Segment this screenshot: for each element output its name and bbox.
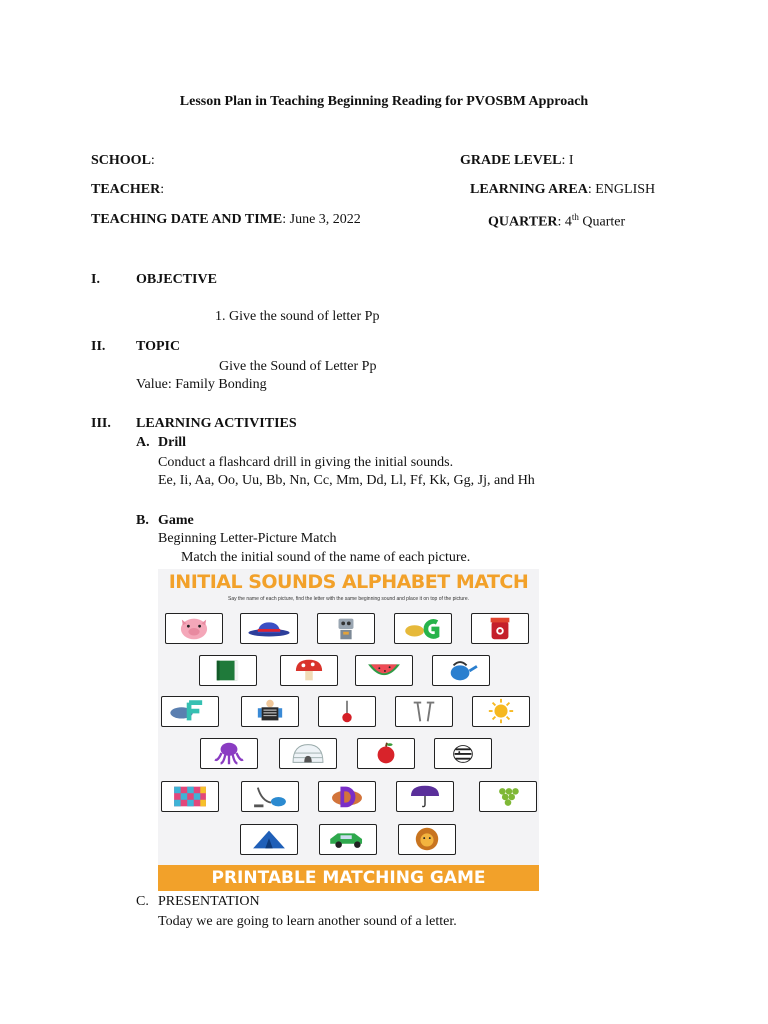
grade-value: : I — [561, 153, 574, 168]
umbrella-icon — [397, 782, 453, 811]
apple-icon — [358, 739, 414, 768]
quilt-icon — [162, 782, 218, 811]
letter-d-piece-icon — [319, 782, 375, 811]
quarter-suffix: th — [571, 212, 579, 222]
game-marker: B. — [136, 513, 149, 528]
mushroom-card — [280, 655, 338, 686]
area-value: : ENGLISH — [587, 182, 656, 197]
mushroom-icon — [281, 656, 337, 685]
presentation-line: Today we are going to learn another sound of a letter. — [158, 914, 457, 929]
date-field — [91, 212, 361, 228]
zebra-icon — [435, 739, 491, 768]
sun-icon — [473, 697, 529, 726]
vacuum-icon — [242, 782, 298, 811]
kettle-card — [432, 655, 490, 686]
lollipop-card — [318, 696, 376, 727]
section-heading-objective: OBJECTIVE — [136, 272, 217, 287]
game-image-instruction: Say the name of each picture, find the letter with the same beginning sound and place it on top of the picture. — [228, 596, 469, 602]
jam-jar-icon — [472, 614, 528, 643]
grapes-card — [479, 781, 537, 812]
lollipop-icon — [319, 697, 375, 726]
game-line-2: Match the initial sound of the name of each picture. — [181, 550, 471, 565]
tent-icon — [241, 825, 297, 854]
quarter-value: : 4 — [557, 214, 572, 230]
game-heading: Game — [158, 513, 194, 528]
drill-line-2: Ee, Ii, Aa, Oo, Uu, Bb, Nn, Cc, Mm, Dd, Ll, Ff, Kk, Gg, Jj, and Hh — [158, 473, 535, 488]
robot-card — [317, 613, 375, 644]
vacuum-card — [241, 781, 299, 812]
hat-card — [240, 613, 298, 644]
watermelon-icon — [356, 656, 412, 685]
presentation-heading: PRESENTATION — [158, 894, 260, 909]
quarter-field — [488, 212, 625, 231]
school-value: : — [150, 153, 155, 168]
book-icon — [200, 656, 256, 685]
hat-icon — [241, 614, 297, 643]
octopus-icon — [201, 739, 257, 768]
nails-card — [395, 696, 453, 727]
car-card — [319, 824, 377, 855]
quilt-card — [161, 781, 219, 812]
watermelon-card — [355, 655, 413, 686]
section-heading-topic: TOPIC — [136, 339, 181, 354]
objective-item: 1. Give the sound of letter Pp — [215, 309, 380, 324]
area-label: LEARNING AREA — [470, 182, 588, 197]
igloo-card — [279, 738, 337, 769]
drill-line-1: Conduct a flashcard drill in giving the initial sounds. — [158, 455, 454, 470]
letter-g-piece-icon — [395, 614, 451, 643]
game-image-heading: INITIAL SOUNDS ALPHABET MATCH — [168, 571, 529, 593]
drill-marker: A. — [136, 435, 150, 450]
nails-icon — [396, 697, 452, 726]
date-label: TEACHING DATE AND TIME — [91, 212, 283, 227]
book-card — [199, 655, 257, 686]
kettle-icon — [433, 656, 489, 685]
area-field — [470, 182, 655, 198]
topic-line: Give the Sound of Letter Pp — [219, 359, 377, 374]
teacher-label: TEACHER — [91, 182, 161, 197]
octopus-card — [200, 738, 258, 769]
igloo-icon — [280, 739, 336, 768]
lion-card — [398, 824, 456, 855]
lion-icon — [399, 825, 455, 854]
section-heading-activities: LEARNING ACTIVITIES — [136, 416, 297, 431]
car-icon — [320, 825, 376, 854]
school-label: SCHOOL — [91, 153, 151, 168]
school-field — [91, 153, 155, 169]
grapes-icon — [480, 782, 536, 811]
section-numeral-topic: II. — [91, 339, 106, 354]
game-image-footer: PRINTABLE MATCHING GAME — [158, 865, 539, 891]
letter-f-piece-icon — [162, 697, 218, 726]
fish-card — [161, 696, 219, 727]
pig-card — [165, 613, 223, 644]
robot-icon — [318, 614, 374, 643]
xray-card — [241, 696, 299, 727]
page-title: Lesson Plan in Teaching Beginning Reading for PVOSBM Approach — [179, 94, 589, 109]
grade-label: GRADE LEVEL — [460, 153, 562, 168]
zebra-card — [434, 738, 492, 769]
section-numeral-activities: III. — [91, 416, 111, 431]
teacher-value: : — [160, 182, 165, 197]
sun-card — [472, 696, 530, 727]
matching-game-image — [158, 569, 539, 891]
drill-heading: Drill — [158, 435, 186, 450]
topic-value: Value: Family Bonding — [136, 377, 267, 392]
jam-card — [471, 613, 529, 644]
quarter-label: QUARTER — [488, 214, 558, 230]
grade-field — [460, 153, 574, 169]
apple-card — [357, 738, 415, 769]
presentation-marker: C. — [136, 894, 149, 909]
d-piece-card — [318, 781, 376, 812]
teacher-field — [91, 182, 164, 198]
game-line-1: Beginning Letter-Picture Match — [158, 531, 337, 546]
section-numeral-objective: I. — [91, 272, 100, 287]
g-piece-card — [394, 613, 452, 644]
date-value: : June 3, 2022 — [282, 212, 361, 227]
pig-icon — [166, 614, 222, 643]
tent-card — [240, 824, 298, 855]
umbrella-card — [396, 781, 454, 812]
x-ray-icon — [242, 697, 298, 726]
quarter-word: Quarter — [578, 214, 626, 230]
